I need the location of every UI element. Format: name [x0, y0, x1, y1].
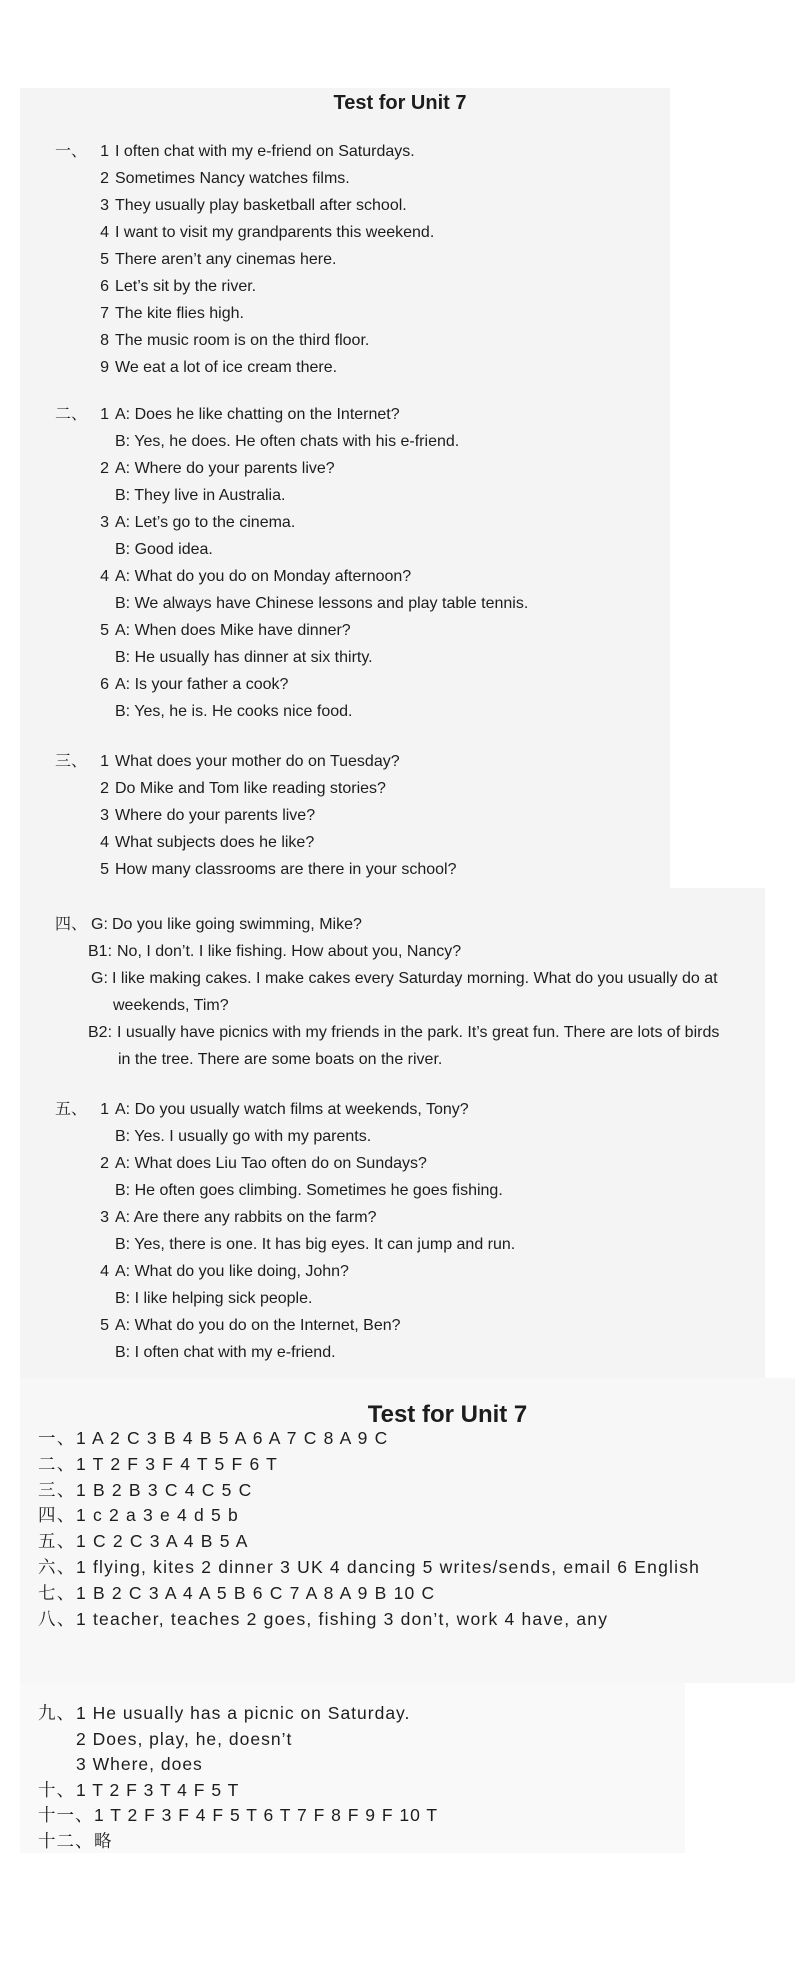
dialogue-line: in the tree. There are some boats on the river.	[118, 1051, 443, 1068]
answer-text: 1 teacher, teaches 2 goes, fishing 3 don’t, work 4 have, any	[76, 1608, 609, 1629]
dialogue-line: A: What do you do on the Internet, Ben?	[115, 1317, 401, 1334]
answer-label: 二、	[38, 1453, 76, 1474]
item-number: 5	[100, 251, 109, 268]
sentence: The music room is on the third floor.	[115, 332, 370, 349]
dialogue-line: weekends, Tim?	[113, 997, 229, 1014]
dialogue-line: A: Does he like chatting on the Internet?	[115, 406, 400, 423]
item-number: 4	[100, 224, 109, 241]
dialogue-line: B: He often goes climbing. Sometimes he goes fishing.	[115, 1182, 503, 1199]
sentence: They usually play basketball after school.	[115, 197, 407, 214]
item-number: 1	[100, 406, 109, 423]
answer-text: 3 Where, does	[76, 1754, 203, 1774]
sentence: I often chat with my e-friend on Saturdays.	[115, 143, 415, 160]
answer-text: 1 T 2 F 3 F 4 T 5 F 6 T	[76, 1453, 279, 1474]
sentence: We eat a lot of ice cream there.	[115, 359, 338, 376]
dialogue-line: B: I like helping sick people.	[115, 1290, 313, 1307]
dialogue-line: B: Yes, he is. He cooks nice food.	[115, 703, 353, 720]
section-label: 五、	[55, 1101, 88, 1118]
speaker: B2:	[88, 1024, 113, 1041]
dialogue-line: I like making cakes. I make cakes every Saturday morning. What do you usually do at	[112, 970, 718, 987]
answer-text: 1 B 2 B 3 C 4 C 5 C	[76, 1479, 253, 1500]
section-label: 二、	[55, 406, 88, 423]
answer-text: 1 B 2 C 3 A 4 A 5 B 6 C 7 A 8 A 9 B 10 C	[76, 1582, 436, 1603]
answer-text: 1 T 2 F 3 T 4 F 5 T	[76, 1779, 240, 1800]
dialogue-line: B: He usually has dinner at six thirty.	[115, 649, 373, 666]
question: Where do your parents live?	[115, 807, 316, 824]
answer-label: 十、	[38, 1779, 75, 1800]
item-number: 5	[100, 861, 109, 878]
sentence: Let’s sit by the river.	[115, 278, 257, 295]
question: What subjects does he like?	[115, 834, 315, 851]
item-number: 5	[100, 1317, 109, 1334]
answer-label: 五、	[38, 1531, 76, 1552]
answer-label: 七、	[38, 1582, 76, 1603]
answer-label: 十二、	[38, 1830, 94, 1851]
answer-text: 1 A 2 C 3 B 4 B 5 A 6 A 7 C 8 A 9 C	[76, 1428, 389, 1448]
item-number: 3	[100, 514, 109, 531]
sentence: Sometimes Nancy watches films.	[115, 170, 350, 187]
question: What does your mother do on Tuesday?	[115, 753, 400, 770]
item-number: 6	[100, 278, 109, 295]
dialogue-line: Do you like going swimming, Mike?	[112, 916, 362, 933]
answer-text: 2 Does, play, he, doesn’t	[76, 1728, 293, 1749]
answer-text: 1 flying, kites 2 dinner 3 UK 4 dancing 5 writes/sends, email 6 English	[76, 1556, 701, 1577]
dialogue-line: A: Let’s go to the cinema.	[115, 514, 296, 531]
sentence: The kite flies high.	[115, 305, 244, 322]
item-number: 6	[100, 676, 109, 693]
answer-label: 四、	[38, 1505, 76, 1526]
answer-key-title: Test for Unit 7	[367, 1401, 528, 1428]
sentence: There aren’t any cinemas here.	[115, 251, 337, 268]
answer-text: 1 C 2 C 3 A 4 B 5 A	[76, 1531, 249, 1552]
question: Do Mike and Tom like reading stories?	[115, 780, 386, 797]
item-number: 4	[100, 1263, 109, 1280]
answer-label: 三、	[38, 1479, 76, 1500]
page-title: Test for Unit 7	[333, 92, 467, 114]
dialogue-line: A: Do you usually watch films at weekends, Tony?	[115, 1101, 469, 1118]
item-number: 2	[100, 170, 109, 187]
item-number: 4	[100, 834, 109, 851]
sentence: I want to visit my grandparents this weekend.	[115, 224, 435, 241]
dialogue-line: B: I often chat with my e-friend.	[115, 1344, 336, 1361]
dialogue-line: A: What does Liu Tao often do on Sundays?	[115, 1155, 427, 1172]
item-number: 7	[100, 305, 109, 322]
speaker: G:	[91, 970, 108, 987]
answer-text: 1 T 2 F 3 F 4 F 5 T 6 T 7 F 8 F 9 F 10 T	[94, 1805, 439, 1825]
answer-label: 一、	[38, 1428, 76, 1448]
answer-label: 九、	[38, 1703, 75, 1723]
dialogue-line: B: Good idea.	[115, 541, 213, 558]
question: How many classrooms are there in your school?	[115, 861, 457, 878]
dialogue-line: A: Are there any rabbits on the farm?	[115, 1209, 377, 1226]
item-number: 3	[100, 197, 109, 214]
dialogue-line: A: What do you like doing, John?	[115, 1263, 349, 1280]
item-number: 5	[100, 622, 109, 639]
item-number: 4	[100, 568, 109, 585]
dialogue-line: B: We always have Chinese lessons and play table tennis.	[115, 595, 529, 612]
answer-label: 六、	[38, 1556, 76, 1577]
item-number: 8	[100, 332, 109, 349]
section-label: 一、	[55, 143, 88, 160]
section-label: 四、	[55, 916, 88, 933]
dialogue-line: A: Is your father a cook?	[115, 676, 289, 693]
answer-text: 略	[94, 1830, 113, 1851]
section-label: 三、	[55, 753, 88, 770]
dialogue-line: I usually have picnics with my friends in the park. It’s great fun. There are lots of birds	[117, 1024, 720, 1041]
item-number: 2	[100, 780, 109, 797]
dialogue-line: B: They live in Australia.	[115, 487, 286, 504]
dialogue-line: A: When does Mike have dinner?	[115, 622, 351, 639]
answer-text: 1 He usually has a picnic on Saturday.	[76, 1703, 411, 1723]
item-number: 3	[100, 1209, 109, 1226]
item-number: 1	[100, 143, 109, 160]
speaker: G:	[91, 916, 108, 933]
dialogue-line: A: What do you do on Monday afternoon?	[115, 568, 412, 585]
item-number: 3	[100, 807, 109, 824]
item-number: 2	[100, 460, 109, 477]
item-number: 9	[100, 359, 109, 376]
dialogue-line: A: Where do your parents live?	[115, 460, 335, 477]
dialogue-line: B: Yes, there is one. It has big eyes. It can jump and run.	[115, 1236, 516, 1253]
item-number: 1	[100, 753, 109, 770]
item-number: 2	[100, 1155, 109, 1172]
dialogue-line: B: Yes. I usually go with my parents.	[115, 1128, 372, 1145]
answer-label: 八、	[38, 1608, 76, 1629]
dialogue-line: B: Yes, he does. He often chats with his e-friend.	[115, 433, 460, 450]
speaker: B1:	[88, 943, 113, 960]
answer-label: 十一、	[38, 1805, 94, 1825]
dialogue-line: No, I don’t. I like fishing. How about you, Nancy?	[117, 943, 462, 960]
item-number: 1	[100, 1101, 109, 1118]
answer-text: 1 c 2 a 3 e 4 d 5 b	[76, 1505, 239, 1526]
